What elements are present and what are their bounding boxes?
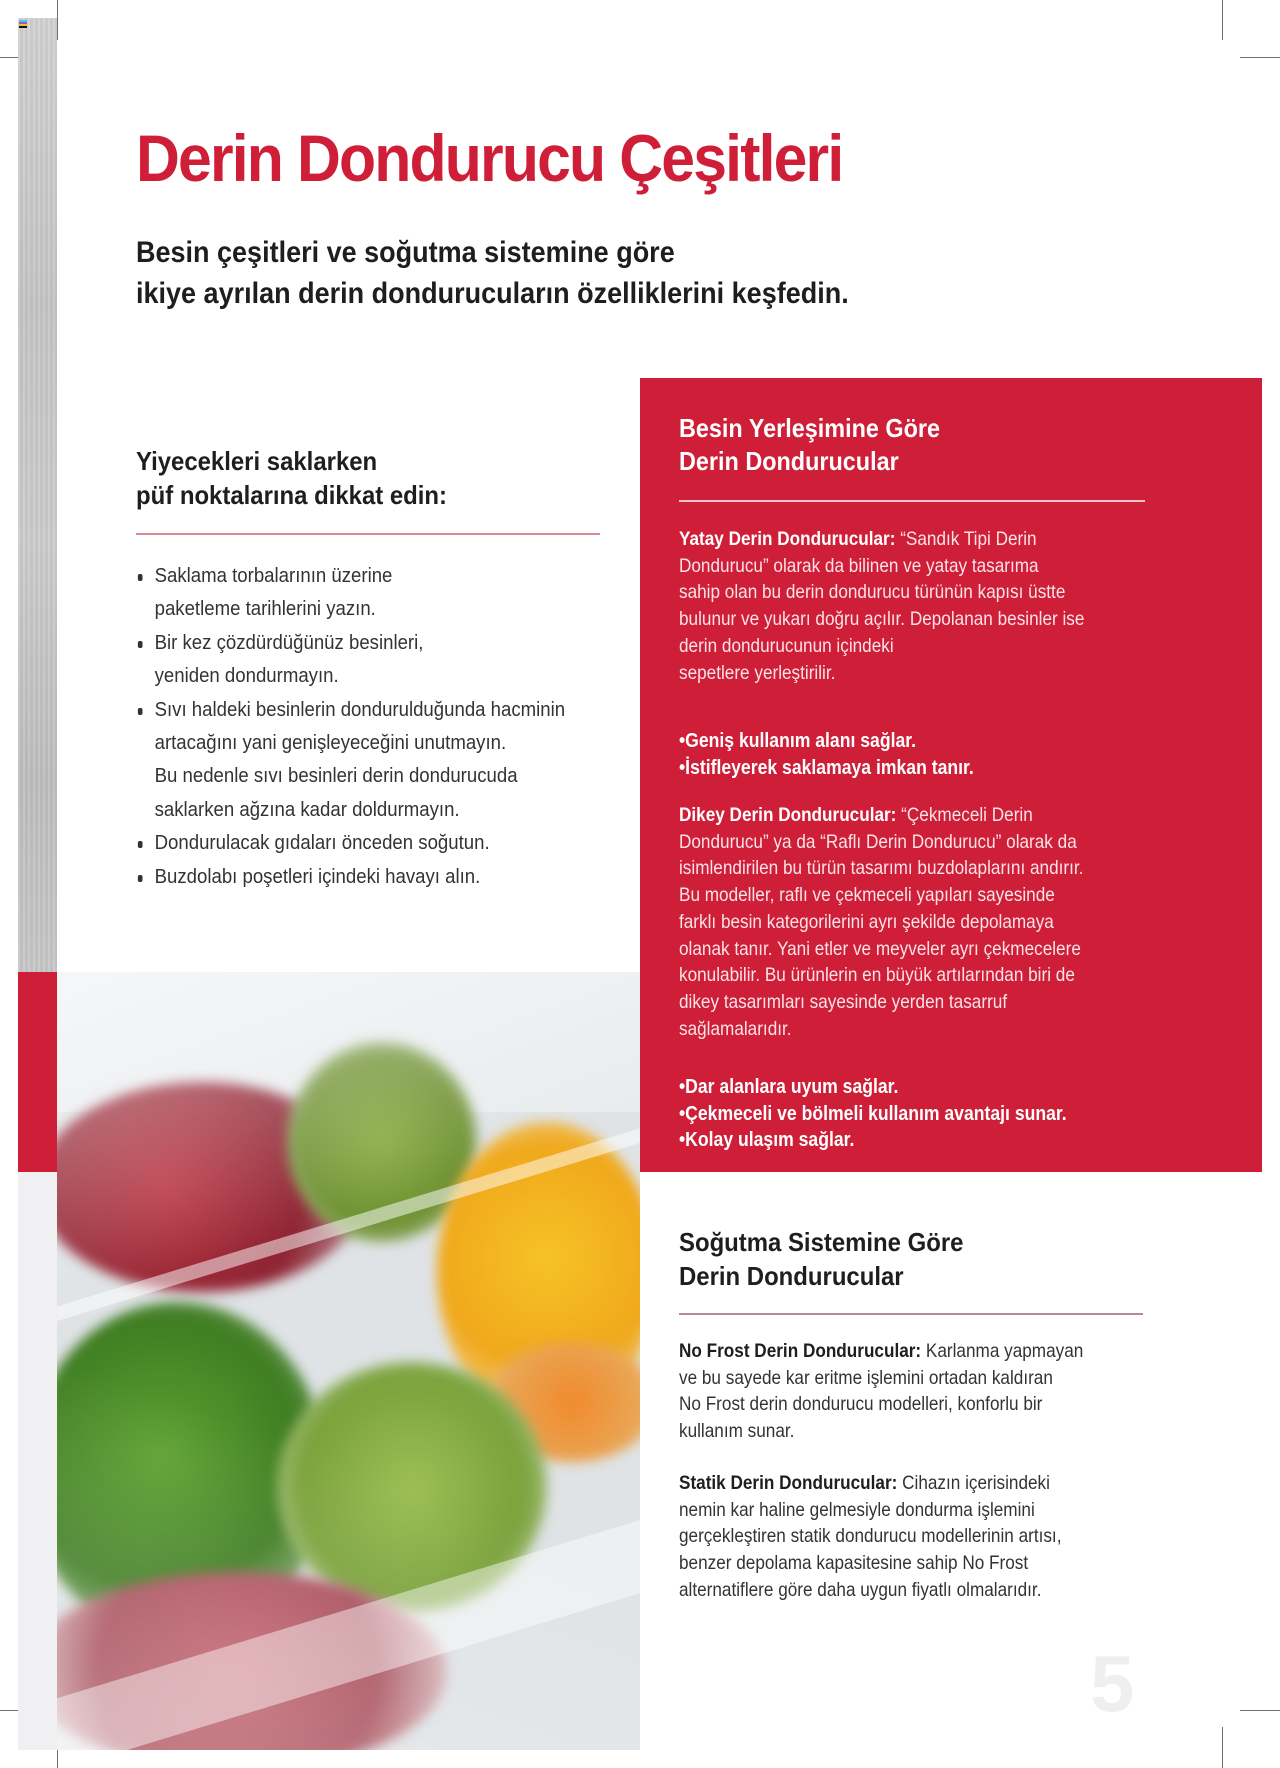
- crop-mark-top-right-horizontal: [1240, 57, 1280, 58]
- subtitle-line: Besin çeşitleri ve soğutma sistemine göre: [136, 236, 675, 269]
- tips-list-item: [136, 627, 601, 694]
- static-label: Statik Derin Dondurucular:: [679, 1472, 898, 1494]
- crop-mark-top-left-vertical: [57, 0, 58, 40]
- placement-divider: [679, 500, 1145, 502]
- tips-list-item: [136, 560, 601, 627]
- benefit-item: • Geniş kullanım alanı sağlar.: [679, 728, 974, 755]
- no-frost-description: [679, 1338, 1083, 1445]
- description-text: dikey tasarımları sayesinde yerden tasarruf: [679, 990, 1008, 1013]
- description-text: Cihazın içerisindeki: [897, 1472, 1050, 1494]
- description-text: sepetlere yerleştirilir.: [679, 661, 836, 684]
- horizontal-freezer-description: [679, 526, 1084, 686]
- horizontal-freezer-label: Yatay Derin Dondurucular:: [679, 528, 896, 550]
- cooling-heading-line: Derin Dondurucular: [679, 1261, 904, 1291]
- description-text: “Çekmeceli Derin: [896, 804, 1033, 826]
- description-text: Dondurucu” olarak da bilinen ve yatay tasarıma: [679, 554, 1039, 577]
- subtitle-line: ikiye ayrılan derin dondurucuların özelliklerini keşfedin.: [136, 277, 849, 310]
- static-description: [679, 1470, 1061, 1604]
- vertical-freezer-benefits: [679, 1074, 1067, 1154]
- crop-mark-top-right-vertical: [1222, 0, 1223, 40]
- placement-heading: [679, 412, 940, 478]
- crop-mark-bottom-right-horizontal: [1240, 1710, 1280, 1711]
- print-color-bar: [19, 20, 27, 28]
- description-text: derin dondurucunun içindeki: [679, 634, 894, 657]
- benefit-item: • Dar alanlara uyum sağlar.: [679, 1074, 1067, 1101]
- description-text: olanak tanır. Yani etler ve meyveler ayrı çekmecelere: [679, 937, 1081, 960]
- horizontal-freezer-benefits: [679, 728, 974, 781]
- page-number: 5: [1090, 1639, 1135, 1728]
- description-text: nemin kar haline gelmesiyle dondurma işlemini: [679, 1498, 1035, 1521]
- description-text: Dondurucu” ya da “Raflı Derin Dondurucu” olarak da: [679, 830, 1077, 853]
- cooling-heading-line: Soğutma Sistemine Göre: [679, 1227, 964, 1257]
- description-text: kullanım sunar.: [679, 1420, 795, 1443]
- placement-types-box: [640, 378, 1262, 1172]
- tip-text: Buzdolabı poşetleri içindeki havayı alın.: [154, 865, 481, 888]
- left-red-strip: [18, 972, 57, 1172]
- tip-text: Saklama torbalarının üzerine: [154, 565, 393, 587]
- page-title: Derin Dondurucu Çeşitleri: [136, 121, 843, 195]
- description-text: isimlendirilen bu türün tasarımı buzdolaplarını andırır.: [679, 857, 1084, 880]
- cooling-heading: [679, 1225, 963, 1293]
- description-text: “Sandık Tipi Derin: [895, 528, 1037, 550]
- tips-divider: [136, 533, 600, 535]
- description-text: sahip olan bu derin dondurucu türünün kapısı üstte: [679, 581, 1066, 604]
- tip-text: Bu nedenle sıvı besinleri derin dondurucuda: [154, 765, 518, 788]
- description-text: benzer depolama kapasitesine sahip No Frost: [679, 1552, 1029, 1575]
- benefit-item: • Kolay ulaşım sağlar.: [679, 1127, 1067, 1154]
- tip-text: Sıvı haldeki besinlerin dondurulduğunda hacminin: [154, 698, 566, 721]
- tip-text: artacağını yani genişleyeceğini unutmayın.: [154, 732, 507, 755]
- placement-heading-line: Besin Yerleşimine Göre: [679, 413, 940, 443]
- tips-heading-line: püf noktalarına dikkat edin:: [136, 480, 448, 510]
- benefit-item: • Çekmeceli ve bölmeli kullanım avantajı sunar.: [679, 1101, 1067, 1128]
- tip-text: yeniden dondurmayın.: [154, 665, 339, 688]
- left-concrete-strip: [18, 18, 57, 972]
- description-text: gerçekleştiren statik dondurucu modellerinin artısı,: [679, 1525, 1062, 1548]
- tip-text: paketleme tarihlerini yazın.: [154, 598, 376, 621]
- description-text: ve bu sayede kar eritme işlemini ortadan kaldıran: [679, 1366, 1053, 1389]
- tips-heading-line: Yiyecekleri saklarken: [136, 446, 378, 476]
- tip-text: Bir kez çözdürdüğünüz besinleri,: [154, 631, 424, 654]
- description-text: farklı besin kategorilerini ayrı şekilde depolamaya: [679, 910, 1054, 933]
- description-text: Karlanma yapmayan: [921, 1340, 1084, 1362]
- placement-heading-line: Derin Dondurucular: [679, 446, 899, 476]
- vertical-freezer-label: Dikey Derin Dondurucular:: [679, 804, 897, 826]
- tips-list-item: [136, 694, 601, 828]
- page-subtitle: [136, 232, 849, 314]
- tips-list-item: [136, 827, 601, 860]
- description-text: sağlamalarıdır.: [679, 1017, 792, 1040]
- tips-heading: [136, 444, 447, 512]
- tips-list-item: [136, 861, 601, 894]
- description-text: No Frost derin dondurucu modelleri, konforlu bir: [679, 1393, 1043, 1416]
- tip-text: saklarken ağzına kadar doldurmayın.: [154, 798, 460, 821]
- description-text: konulabilir. Bu ürünlerin en büyük artılarından biri de: [679, 964, 1075, 987]
- tips-list: [136, 560, 636, 894]
- benefit-item: • İstifleyerek saklamaya imkan tanır.: [679, 755, 974, 782]
- description-text: bulunur ve yukarı doğru açılır. Depolanan besinler ise: [679, 608, 1085, 631]
- crop-mark-bottom-right-vertical: [1222, 1727, 1223, 1768]
- frozen-food-photo: [57, 972, 640, 1750]
- cooling-divider: [679, 1313, 1143, 1315]
- vertical-freezer-description: [679, 802, 1083, 1042]
- description-text: alternatiflere göre daha uygun fiyatlı olmalarıdır.: [679, 1578, 1042, 1601]
- left-light-strip: [18, 1172, 57, 1750]
- no-frost-label: No Frost Derin Dondurucular:: [679, 1340, 922, 1362]
- description-text: Bu modeller, raflı ve çekmeceli yapıları sayesinde: [679, 884, 1055, 907]
- tip-text: Dondurulacak gıdaları önceden soğutun.: [154, 832, 490, 855]
